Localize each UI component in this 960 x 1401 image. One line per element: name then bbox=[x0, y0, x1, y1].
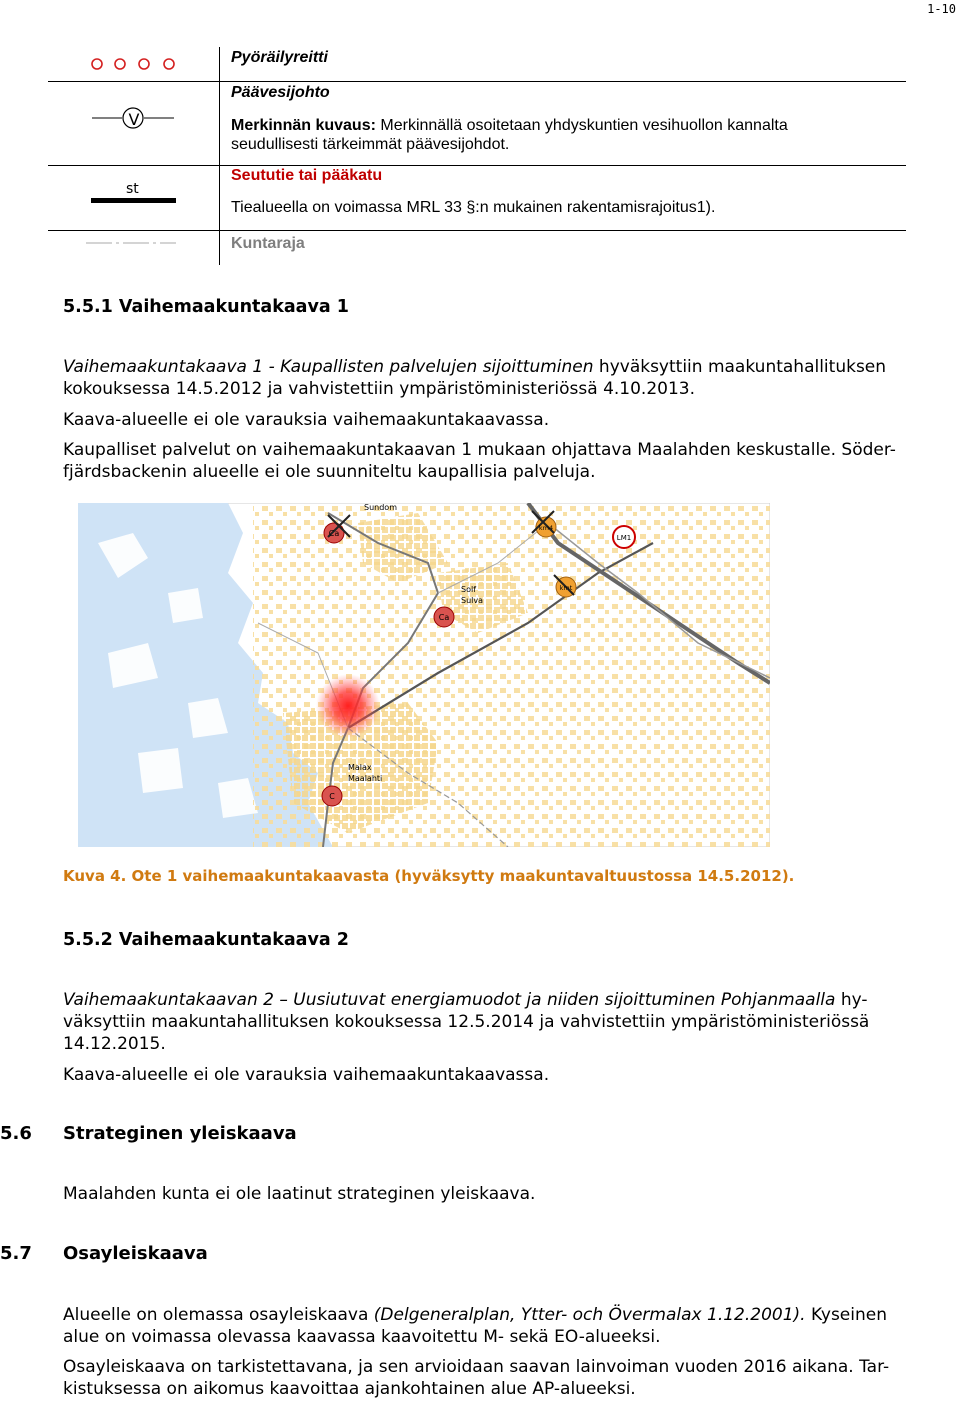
legend-municipal-border-title: Kuntaraja bbox=[231, 235, 305, 252]
legend-desc-line1: Merkinnällä osoitetaan yhdyskuntien vesihuollon kannalta bbox=[375, 117, 788, 134]
section-551-p3-line1: Kaupalliset palvelut on vaihemaakuntakaavan 1 mukaan ohjattava Maalahden keskustalle. Söder- bbox=[63, 440, 896, 460]
legend-water-main-desc bbox=[231, 116, 788, 154]
section-551-p2: Kaava-alueelle ei ole varauksia vaihemaakuntakaavassa. bbox=[63, 410, 550, 430]
page-number: 1-10 bbox=[927, 2, 956, 16]
section-551-p3-line2: fjärdsbackenin alueelle ei ole suunniteltu kaupallisia palveluja. bbox=[63, 462, 596, 482]
ca-marker-2-label: Ca bbox=[438, 613, 450, 622]
plan-reference: (Delgeneralplan, Ytter- och Övermalax 1.12.2001). bbox=[373, 1305, 806, 1325]
section-56-title: Strateginen yleiskaava bbox=[63, 1123, 297, 1144]
legend-row-divider bbox=[48, 81, 906, 82]
map-label-sundom: Sundom bbox=[364, 503, 397, 512]
section-551-heading: 5.5.1 Vaihemaakuntakaava 1 bbox=[63, 297, 349, 317]
section-551-p1-rest: hyväksyttiin maakuntahallituksen bbox=[593, 357, 887, 377]
legend-desc-label: Merkinnän kuvaus: bbox=[231, 117, 376, 134]
municipal-border-symbol bbox=[86, 240, 176, 246]
legend-desc-line2: seudullisesti tärkeimmät päävesijohdot. bbox=[231, 136, 510, 153]
section-57-p2 bbox=[63, 1356, 889, 1400]
road-symbol-line bbox=[91, 198, 176, 203]
section-56-p1: Maalahden kunta ei ole laatinut strateginen yleiskaava. bbox=[63, 1184, 536, 1204]
section-57-p2-line1: Osayleiskaava on tarkistettavana, ja sen arvioidaan saavan lainvoiman vuoden 2016 aikana. Tar- bbox=[63, 1357, 890, 1377]
km4-marker-label: km4 bbox=[538, 524, 554, 532]
section-551-p1 bbox=[63, 356, 886, 400]
legend-row-divider bbox=[48, 230, 906, 231]
legend-road-title: Seututie tai pääkatu bbox=[231, 167, 383, 184]
section-552-heading: 5.5.2 Vaihemaakuntakaava 2 bbox=[63, 930, 349, 950]
plan-name: Vaihemaakuntakaavan 2 – Uusiutuvat energiamuodot ja niiden sijoittuminen Pohjanmaalla bbox=[63, 990, 836, 1010]
section-57-number: 5.7 bbox=[0, 1243, 32, 1264]
water-main-symbol-letter: V bbox=[128, 110, 140, 129]
ca-marker-1-label: Ca bbox=[328, 529, 340, 538]
section-57-p1-a: Alueelle on olemassa osayleiskaava bbox=[63, 1305, 374, 1325]
project-location-marker bbox=[316, 674, 380, 738]
legend-cycle-route-title: Pyöräilyreitti bbox=[231, 49, 328, 66]
map-label-sulva: Sulva bbox=[461, 596, 484, 605]
lm1-marker-label: LM1 bbox=[616, 534, 632, 542]
section-57-p2-line2: kistuksessa on aikomus kaavoittaa ajankohtainen alue AP-alueeksi. bbox=[63, 1379, 636, 1399]
section-56-number: 5.6 bbox=[0, 1123, 32, 1144]
section-552-p1-line2: väksyttiin maakuntahallituksen kokouksessa 12.5.2014 ja vahvistettiin ympäristöministeriössä bbox=[63, 1012, 870, 1032]
map-label-solf: Solf bbox=[461, 585, 477, 594]
legend-water-main-title: Päävesijohto bbox=[231, 84, 330, 101]
section-57-p1 bbox=[63, 1304, 887, 1348]
map-label-maalahti: Maalahti bbox=[348, 774, 383, 783]
section-57-p1-line2: alue on voimassa olevassa kaavassa kaavoitettu M- sekä EO-alueeksi. bbox=[63, 1327, 661, 1347]
legend-divider bbox=[219, 47, 220, 265]
figure-caption: Kuva 4. Ote 1 vaihemaakuntakaavasta (hyväksytty maakuntavaltuustossa 14.5.2012). bbox=[63, 867, 795, 885]
c-marker-label: C bbox=[329, 792, 335, 801]
kmt-marker-label: kmt bbox=[559, 584, 573, 592]
section-552-p1-rest: hy- bbox=[835, 990, 868, 1010]
plan-name: Vaihemaakuntakaava 1 - Kaupallisten palvelujen sijoittuminen bbox=[63, 357, 594, 377]
section-551-p3 bbox=[63, 439, 896, 483]
legend-road-desc: Tiealueella on voimassa MRL 33 §:n mukainen rakentamisrajoitus1). bbox=[231, 199, 716, 216]
section-552-p2: Kaava-alueelle ei ole varauksia vaihemaakuntakaavassa. bbox=[63, 1065, 550, 1085]
legend-row-divider bbox=[48, 165, 906, 166]
section-551-p1-line2: kokouksessa 14.5.2012 ja vahvistettiin ympäristöministeriössä 4.10.2013. bbox=[63, 379, 695, 399]
section-57-title: Osayleiskaava bbox=[63, 1243, 208, 1264]
section-552-p1-line3: 14.12.2015. bbox=[63, 1034, 166, 1054]
section-552-p1 bbox=[63, 989, 869, 1055]
section-57-p1-b: Kyseinen bbox=[805, 1305, 887, 1325]
regional-plan-map bbox=[78, 503, 770, 847]
map-label-malax: Malax bbox=[348, 763, 372, 772]
cycle-route-symbol bbox=[88, 56, 183, 72]
road-symbol-label: st bbox=[126, 181, 139, 197]
